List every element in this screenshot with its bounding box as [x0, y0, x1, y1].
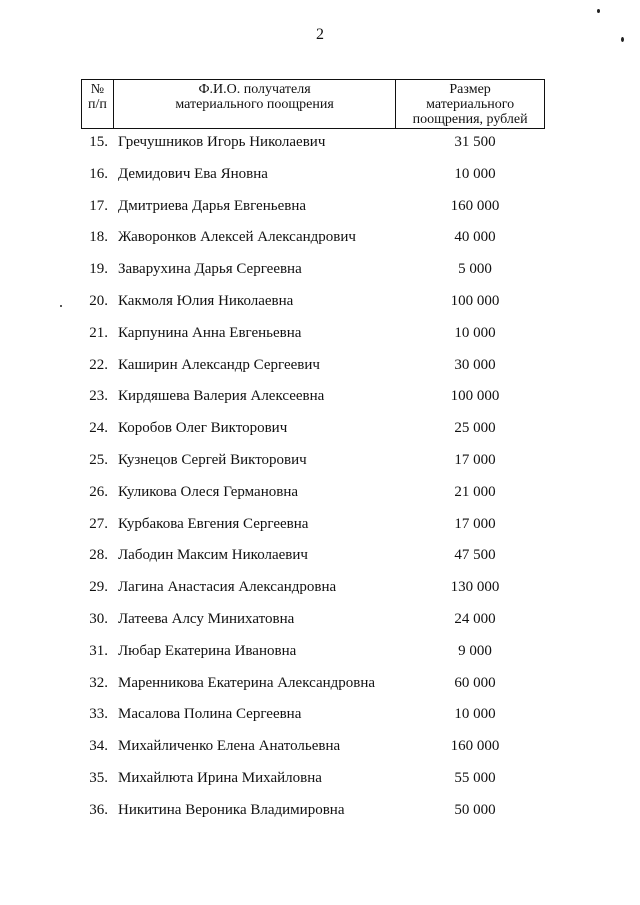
row-number: 20.: [89, 292, 108, 309]
row-number: 28.: [89, 547, 108, 564]
list-item: [0, 195, 640, 227]
reward-amount: 100 000: [450, 388, 500, 405]
recipient-name: Дмитриева Дарья Евгеньевна: [118, 197, 306, 214]
recipient-list: [0, 131, 640, 831]
reward-amount: 30 000: [454, 356, 496, 373]
list-item: [0, 163, 640, 195]
row-number: 30.: [89, 610, 108, 627]
row-number: 27.: [89, 515, 108, 532]
row-number: 19.: [89, 261, 108, 278]
list-item: [0, 544, 640, 576]
recipient-name: Маренникова Екатерина Александровна: [118, 674, 376, 691]
reward-amount: 10 000: [454, 706, 496, 723]
list-item: [0, 322, 640, 354]
list-item: [0, 449, 640, 481]
list-item: [0, 703, 640, 735]
list-item: [0, 417, 640, 449]
row-number: 17.: [89, 197, 108, 214]
recipient-name: Курбакова Евгения Сергеевна: [118, 515, 309, 532]
recipient-name: Никитина Вероника Владимировна: [118, 801, 345, 818]
header-number-label: № п/п: [88, 82, 107, 112]
recipient-name: Михайлюта Ирина Михайловна: [118, 769, 322, 786]
reward-amount: 47 500: [454, 547, 496, 564]
reward-amount: 50 000: [454, 801, 496, 818]
header-amount-label: Размер материального поощрения, рублей: [412, 82, 528, 127]
row-number: 32.: [89, 674, 108, 691]
list-item: [0, 290, 640, 322]
row-number: 36.: [89, 801, 108, 818]
list-item: [0, 226, 640, 258]
recipient-name: Кирдяшева Валерия Алексеевна: [118, 388, 325, 405]
header-number-cell: [82, 80, 114, 129]
reward-amount: 55 000: [454, 769, 496, 786]
reward-amount: 24 000: [454, 610, 496, 627]
reward-amount: 160 000: [450, 197, 500, 214]
row-number: 31.: [89, 642, 108, 659]
row-number: 33.: [89, 706, 108, 723]
row-number: 16.: [89, 165, 108, 182]
recipient-name: Карпунина Анна Евгеньевна: [118, 324, 302, 341]
list-item: [0, 131, 640, 163]
list-item: [0, 799, 640, 831]
scan-speck: [597, 9, 600, 13]
reward-amount: 100 000: [450, 292, 500, 309]
reward-amount: 60 000: [454, 674, 496, 691]
scan-speck: [621, 37, 624, 42]
list-item: [0, 608, 640, 640]
reward-amount: 17 000: [454, 515, 496, 532]
recipient-name: Масалова Полина Сергеевна: [118, 706, 302, 723]
reward-amount: 21 000: [454, 483, 496, 500]
row-number: 21.: [89, 324, 108, 341]
recipient-name: Жаворонков Алексей Александрович: [118, 229, 356, 246]
recipient-name: Лагина Анастасия Александровна: [118, 579, 337, 596]
page-number: 2: [316, 26, 324, 43]
row-number: 35.: [89, 769, 108, 786]
reward-amount: 130 000: [450, 579, 500, 596]
recipient-name: Куликова Олеся Германовна: [118, 483, 299, 500]
list-item: [0, 354, 640, 386]
recipient-name: Заварухина Дарья Сергеевна: [118, 261, 302, 278]
row-number: 26.: [89, 483, 108, 500]
list-item: [0, 576, 640, 608]
recipient-name: Каширин Александр Сергеевич: [118, 356, 320, 373]
header-amount-cell: [396, 80, 545, 129]
row-number: 15.: [89, 134, 108, 150]
list-item: [0, 767, 640, 799]
recipient-name: Коробов Олег Викторович: [118, 420, 288, 437]
recipient-name: Латеева Алсу Минихатовна: [118, 610, 295, 627]
row-number: 18.: [89, 229, 108, 246]
reward-amount: 160 000: [450, 738, 500, 755]
list-item: [0, 385, 640, 417]
recipient-name: Лабодин Максим Николаевич: [118, 547, 308, 564]
recipient-name: Михайличенко Елена Анатольевна: [118, 738, 341, 755]
list-item: [0, 481, 640, 513]
recipient-name: Кузнецов Сергей Викторович: [118, 451, 307, 468]
list-item: [0, 735, 640, 767]
reward-amount: 17 000: [454, 451, 496, 468]
row-number: 24.: [89, 420, 108, 437]
row-number: 22.: [89, 356, 108, 373]
header-name-label: Ф.И.О. получателя материального поощрения: [175, 82, 334, 112]
row-number: 23.: [89, 388, 108, 405]
reward-amount: 40 000: [454, 229, 496, 246]
row-number: 29.: [89, 579, 108, 596]
row-number: 25.: [89, 451, 108, 468]
table-header: [81, 79, 545, 129]
recipient-name: Какмоля Юлия Николаевна: [118, 292, 294, 309]
reward-amount: 31 500: [454, 134, 496, 150]
header-name-cell: [113, 80, 395, 129]
list-item: [0, 513, 640, 545]
reward-amount: 10 000: [454, 324, 496, 341]
list-item: [0, 640, 640, 672]
reward-amount: 25 000: [454, 420, 496, 437]
row-number: 34.: [89, 738, 108, 755]
list-item: [0, 258, 640, 290]
reward-amount: 5 000: [458, 261, 492, 278]
list-item: [0, 672, 640, 704]
reward-amount: 9 000: [458, 642, 492, 659]
recipient-name: Любар Екатерина Ивановна: [118, 642, 297, 659]
recipient-name: Демидович Ева Яновна: [118, 165, 268, 182]
reward-amount: 10 000: [454, 165, 496, 182]
recipient-name: Гречушников Игорь Николаевич: [118, 134, 326, 150]
